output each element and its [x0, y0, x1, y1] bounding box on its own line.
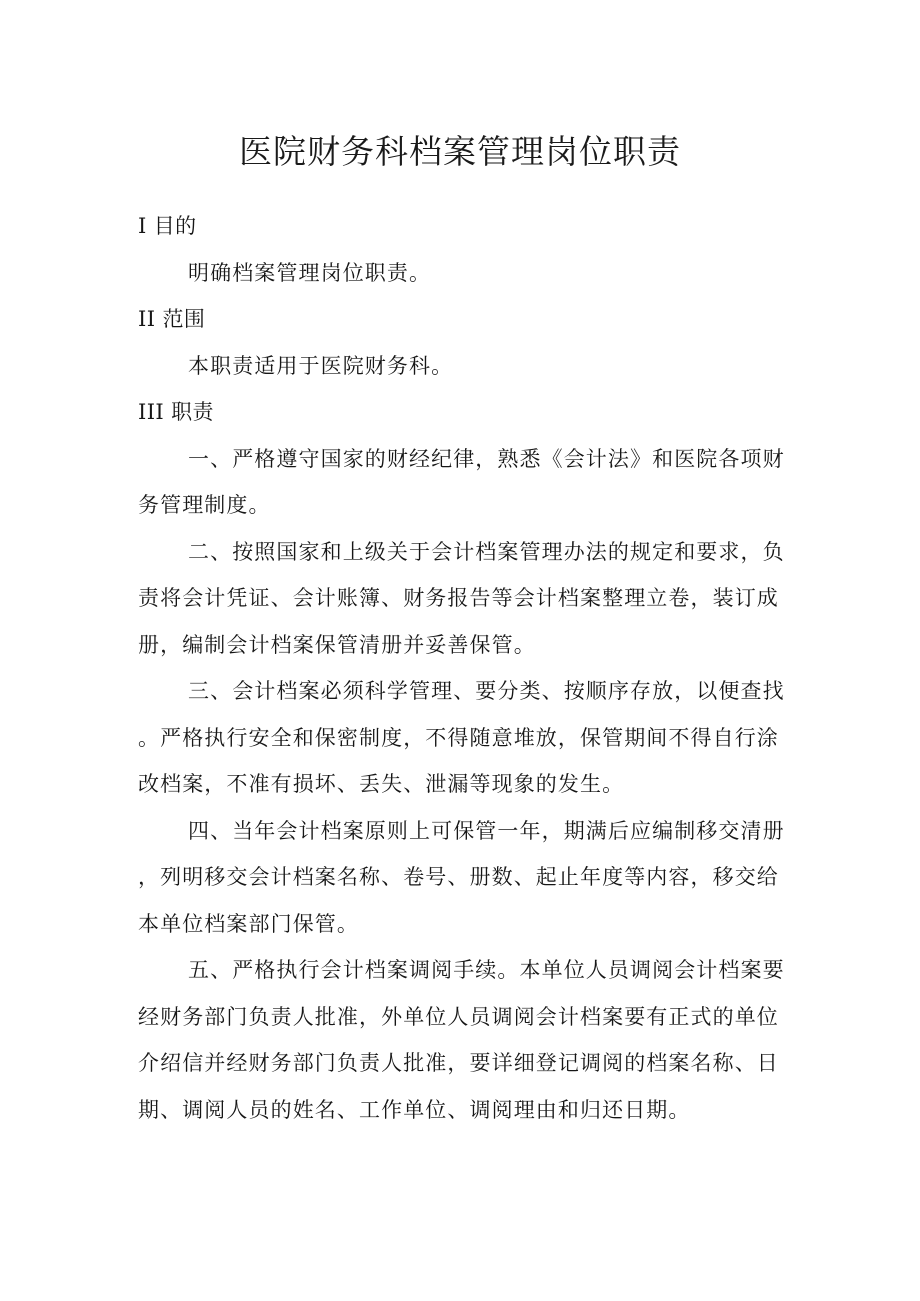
- document-body: [138, 203, 788, 1133]
- duty-item-1: 一、严格遵守国家的财经纪律，熟悉《会计法》和医院各项财务管理制度。: [138, 446, 785, 517]
- section-heading-duties: III 职责: [138, 400, 214, 424]
- duty-item-3: 三、会计档案必须科学管理、要分类、按顺序存放，以便查找。严格执行安全和保密制度，不得随意堆放，保管期间不得自行涂改档案，不准有损坏、丢失、泄漏等现象的发生。: [138, 679, 785, 796]
- document-title: 医院财务科档案管理岗位职责: [239, 132, 681, 172]
- scope-paragraph: 本职责适用于医院财务科。: [188, 353, 454, 378]
- duty-item-5: 五、严格执行会计档案调阅手续。本单位人员调阅会计档案要经财务部门负责人批准，外单位人员调阅会计档案要有正式的单位介绍信并经财务部门负责人批准，要详细登记调阅的档案名称、日期、调阅人员的姓名、工作单位、调阅理由和归还日期。: [138, 958, 785, 1122]
- duty-item-2: 二、按照国家和上级关于会计档案管理办法的规定和要求，负责将会计凭证、会计账簿、财务报告等会计档案整理立卷，装订成册，编制会计档案保管清册并妥善保管。: [138, 539, 785, 657]
- duty-item-4: 四、当年会计档案原则上可保管一年，期满后应编制移交清册，列明移交会计档案名称、卷号、册数、起止年度等内容，移交给本单位档案部门保管。: [138, 818, 785, 936]
- section-heading-purpose: I 目的: [138, 214, 197, 238]
- purpose-paragraph: 明确档案管理岗位职责。: [188, 260, 432, 285]
- section-heading-scope: II 范围: [138, 307, 206, 331]
